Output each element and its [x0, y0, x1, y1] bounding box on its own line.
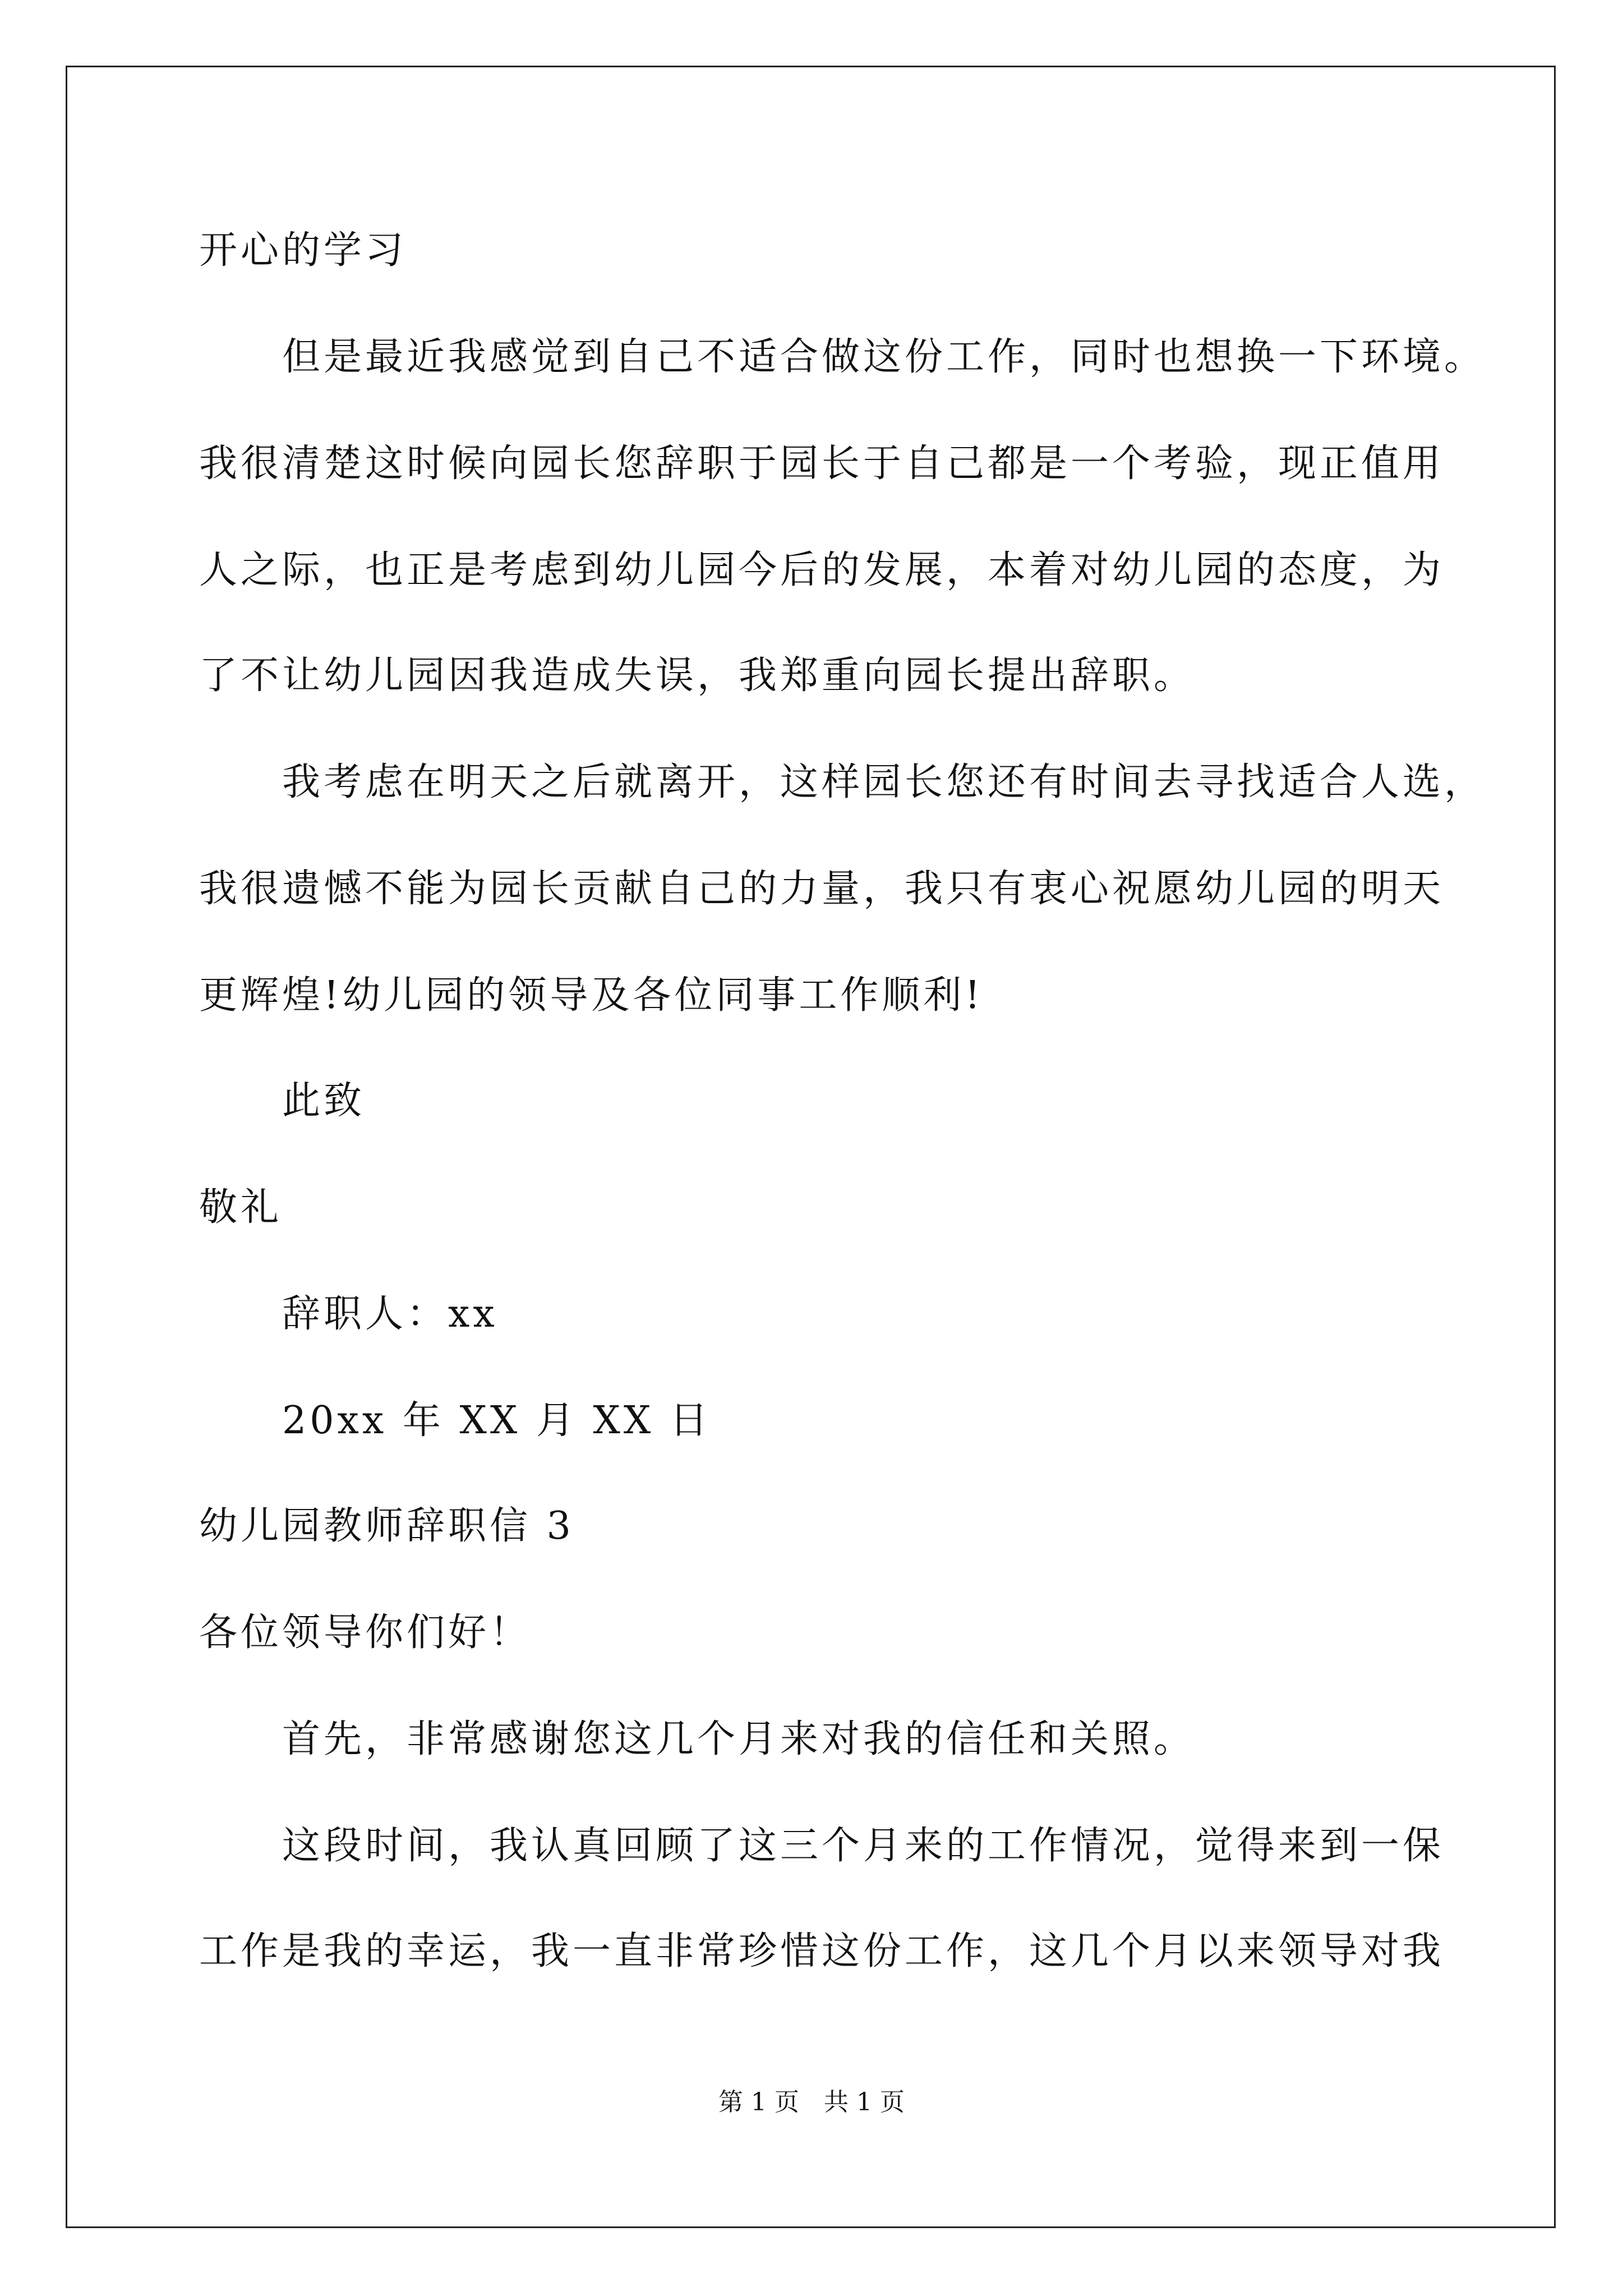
paragraph-line: 首先，非常感谢您这几个月来对我的信任和关照。 [282, 1717, 1196, 1761]
paragraph-line: 我很清楚这时候向园长您辞职于园长于自己都是一个考验，现正值用 [199, 441, 1445, 486]
section-heading: 幼儿园教师辞职信 3 [199, 1504, 574, 1548]
greeting-line: 各位领导你们好！ [199, 1611, 532, 1655]
signature-line: 辞职人：xx [282, 1292, 498, 1336]
page-border [66, 66, 1556, 2228]
page-number-footer: 第 1 页 共 1 页 [718, 2088, 905, 2116]
paragraph-line: 我考虑在明天之后就离开，这样园长您还有时间去寻找适合人选， [282, 760, 1486, 804]
paragraph-line: 这段时间，我认真回顾了这三个月来的工作情况，觉得来到一保 [282, 1824, 1445, 1868]
paragraph-line: 工作是我的幸运，我一直非常珍惜这份工作，这几个月以来领导对我 [199, 1929, 1445, 1973]
closing-salutation: 此致 [282, 1079, 366, 1123]
date-line: 20xx 年 XX 月 XX 日 [282, 1398, 711, 1443]
paragraph-line: 我很遗憾不能为园长贡献自己的力量，我只有衷心祝愿幼儿园的明天 [199, 867, 1445, 911]
paragraph-line: 了不让幼儿园因我造成失误，我郑重向园长提出辞职。 [199, 654, 1196, 698]
paragraph-line: 更辉煌!幼儿园的领导及各位同事工作顺利! [199, 973, 984, 1018]
paragraph-line: 开心的学习 [199, 228, 407, 273]
paragraph-line: 人之际，也正是考虑到幼儿园今后的发展，本着对幼儿园的态度，为 [199, 548, 1445, 592]
closing-respect: 敬礼 [199, 1185, 283, 1230]
paragraph-line: 但是最近我感觉到自己不适合做这份工作，同时也想换一下环境。 [282, 335, 1486, 379]
